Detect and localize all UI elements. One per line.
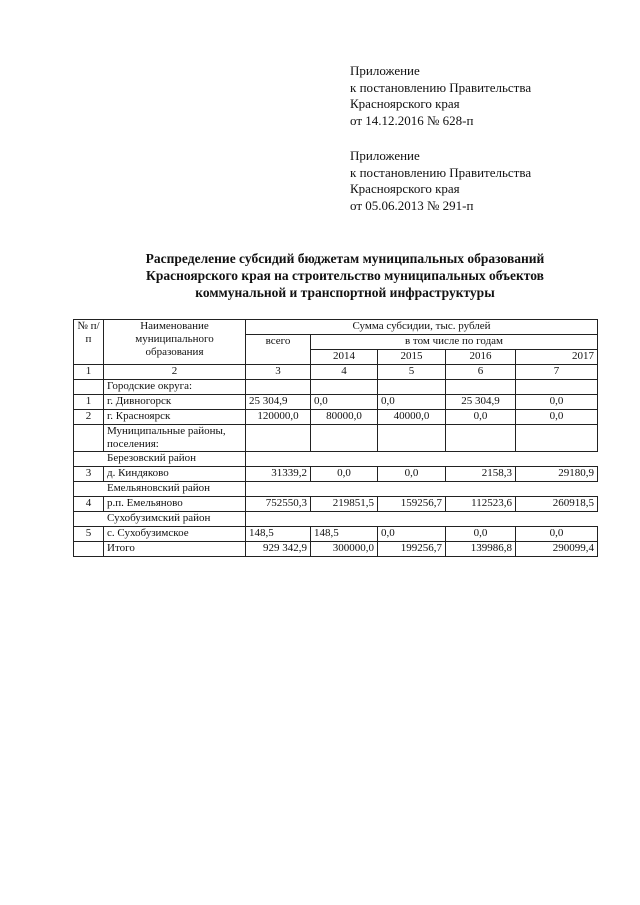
row-2014: 219851,5 — [311, 497, 378, 512]
header-name: Наименование муниципального образования — [104, 320, 246, 365]
district-label: Березовский район — [74, 452, 246, 467]
header-by-years: в том числе по годам — [311, 335, 598, 350]
row-2014: 0,0 — [311, 395, 378, 410]
header-year-2016: 2016 — [446, 350, 516, 365]
section-row — [74, 425, 598, 452]
appendix-label: Приложение — [350, 63, 420, 78]
row-2015: 0,0 — [378, 395, 446, 410]
appendix-region: Красноярского края — [350, 96, 460, 111]
total-row — [74, 542, 598, 557]
row-name: с. Сухобузимское — [104, 527, 246, 542]
title-line: коммунальной и транспортной инфраструктуры — [195, 285, 495, 300]
appendix-block-original — [350, 148, 531, 214]
row-2016: 112523,6 — [446, 497, 516, 512]
row-name: д. Киндяково — [104, 467, 246, 482]
row-2017: 0,0 — [516, 527, 598, 542]
section-label: Городские округа: — [104, 380, 246, 395]
district-row — [74, 452, 598, 467]
row-2014: 80000,0 — [311, 410, 378, 425]
row-2017: 29180,9 — [516, 467, 598, 482]
header-year-2014: 2014 — [311, 350, 378, 365]
col-number: 3 — [246, 365, 311, 380]
row-2016: 2158,3 — [446, 467, 516, 482]
appendix-ref: к постановлению Правительства — [350, 79, 532, 95]
row-2017: 0,0 — [516, 410, 598, 425]
table-row — [74, 410, 598, 425]
row-num: 3 — [74, 467, 104, 482]
district-row — [74, 482, 598, 497]
header-total: всего — [246, 335, 311, 365]
header-num: № п/п — [74, 320, 104, 365]
total-label: Итого — [104, 542, 246, 557]
subsidies-table — [73, 319, 598, 557]
row-2015: 40000,0 — [378, 410, 446, 425]
row-2014: 0,0 — [311, 467, 378, 482]
row-total: 120000,0 — [246, 410, 311, 425]
document-title — [60, 250, 630, 301]
row-2016: 0,0 — [446, 527, 516, 542]
district-label: Емельяновский район — [74, 482, 246, 497]
appendix-date: от 14.12.2016 № 628-п — [350, 112, 474, 128]
appendix-label: Приложение — [350, 148, 420, 163]
row-2014: 148,5 — [311, 527, 378, 542]
row-name: р.п. Емельяново — [104, 497, 246, 512]
row-num: 1 — [74, 395, 104, 410]
row-total: 752550,3 — [246, 497, 311, 512]
title-line: Красноярского края на строительство муниципальных объектов — [146, 268, 544, 283]
district-row — [74, 512, 598, 527]
district-label: Сухобузимский район — [74, 512, 246, 527]
appendix-block-current — [350, 63, 531, 129]
col-number: 1 — [74, 365, 104, 380]
row-num: 5 — [74, 527, 104, 542]
appendix-ref: к постановлению Правительства — [350, 164, 532, 180]
row-name: г. Красноярск — [104, 410, 246, 425]
table-row — [74, 527, 598, 542]
total-2017: 290099,4 — [516, 542, 598, 557]
header-year-2017: 2017 — [516, 350, 598, 365]
row-num: 2 — [74, 410, 104, 425]
row-total: 25 304,9 — [246, 395, 311, 410]
total-2014: 300000,0 — [311, 542, 378, 557]
row-2016: 0,0 — [446, 410, 516, 425]
appendix-date: от 05.06.2013 № 291-п — [350, 197, 474, 213]
total-2016: 139986,8 — [446, 542, 516, 557]
title-line: Распределение субсидий бюджетам муниципальных образований — [145, 251, 545, 266]
col-number: 2 — [104, 365, 246, 380]
row-total: 148,5 — [246, 527, 311, 542]
row-2015: 0,0 — [378, 527, 446, 542]
section-label: Муниципальные районы, поселения: — [104, 425, 246, 452]
table-row — [74, 497, 598, 512]
row-num: 4 — [74, 497, 104, 512]
total-sum: 929 342,9 — [246, 542, 311, 557]
section-row — [74, 380, 598, 395]
total-2015: 199256,7 — [378, 542, 446, 557]
row-total: 31339,2 — [246, 467, 311, 482]
table-row — [74, 467, 598, 482]
appendix-region: Красноярского края — [350, 181, 460, 196]
row-2015: 159256,7 — [378, 497, 446, 512]
col-number: 6 — [446, 365, 516, 380]
table-row — [74, 395, 598, 410]
column-numbers-row — [74, 365, 598, 380]
row-name: г. Дивногорск — [104, 395, 246, 410]
col-number: 5 — [378, 365, 446, 380]
col-number: 7 — [516, 365, 598, 380]
row-2015: 0,0 — [378, 467, 446, 482]
col-number: 4 — [311, 365, 378, 380]
row-2016: 25 304,9 — [446, 395, 516, 410]
row-2017: 260918,5 — [516, 497, 598, 512]
header-year-2015: 2015 — [378, 350, 446, 365]
row-2017: 0,0 — [516, 395, 598, 410]
header-sum: Сумма субсидии, тыс. рублей — [246, 320, 598, 335]
